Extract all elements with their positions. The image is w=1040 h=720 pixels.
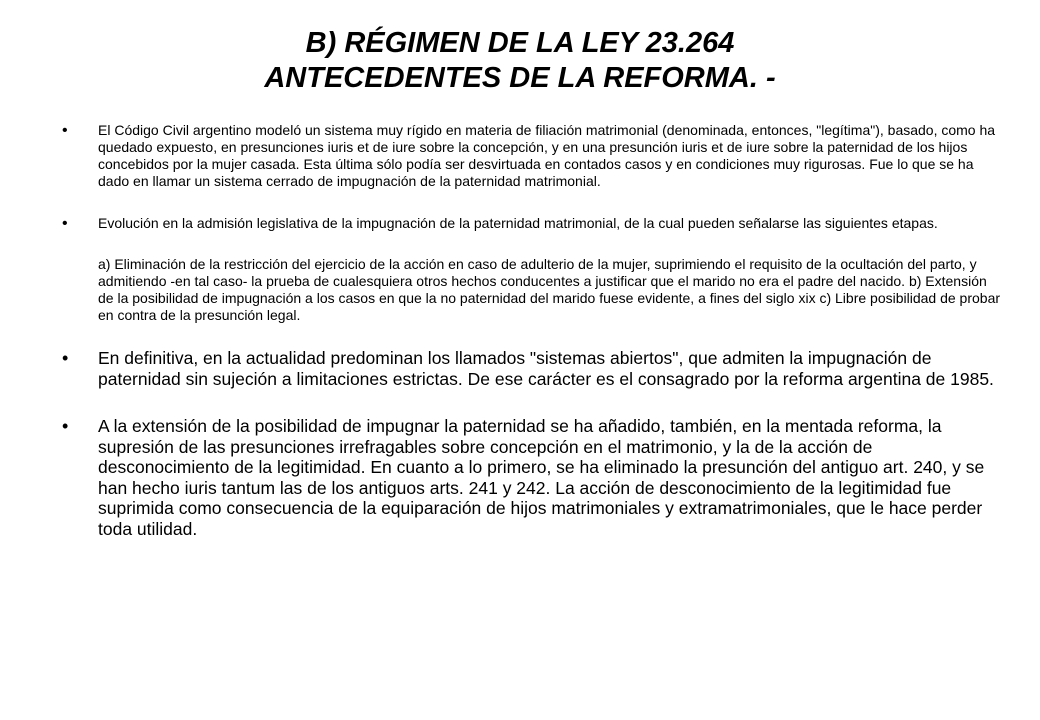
bullet-item-2 bbox=[62, 215, 1002, 232]
bullet-item-4 bbox=[62, 416, 1002, 539]
paragraph-1: El Código Civil argentino modeló un sistema muy rígido en materia de filiación matrimonial (denominada, entonces, "legítima"), basado, como ha quedado expuesto, en presunciones iuris et de iure sobre la concepción, y en una presunción iuris et de iure sobre la paternidad de los hijos concebidos por la mujer casada. Esta última sólo podía ser desvirtuada en contados casos y en condiciones muy rigurosas. Fue lo que se ha dado en llamar un sistema cerrado de impugnación de la paternidad matrimonial. bbox=[98, 122, 996, 189]
paragraph-4: A la extensión de la posibilidad de impugnar la paternidad se ha añadido, también, en la mentada reforma, la supresión de las presunciones irrefragables sobre concepción en el matrimonio, y la de la acción de desconocimiento de la legitimidad. En cuanto a lo primero, se ha eliminado la presunción del antiguo art. 240, y se han hecho iuris tantum las de los antiguos arts. 241 y 242. La acción de desconocimiento de la legitimidad fue suprimida como consecuencia de la equiparación de hijos matrimoniales y extramatrimoniales, que le hace perder toda utilidad. bbox=[98, 416, 985, 539]
bullet-dot-icon: • bbox=[62, 122, 68, 139]
title-line-2: ANTECEDENTES DE LA REFORMA. - bbox=[264, 62, 776, 94]
sub-paragraph: a) Eliminación de la restricción del ejercicio de la acción en caso de adulterio de la mujer, suprimiendo el requisito de la ocultación del parto, y admitiendo -en tal caso- la prueba de cualesquiera otros hechos conducentes a justificar que el marido no era el padre del nacido. b) Extensión de la posibilidad de impugnación a los casos en que la no paternidad del marido fuese evidente, a fines del siglo xix c) Libre posibilidad de probar en contra de la presunción legal. bbox=[98, 256, 1001, 323]
bullet-item-1 bbox=[62, 122, 1002, 190]
paragraph-3: En definitiva, en la actualidad predominan los llamados "sistemas abiertos", que admiten la impugnación de paternidad sin sujeción a limitaciones estrictas. De ese carácter es el consagrado por la reforma argentina de 1985. bbox=[98, 348, 994, 389]
bullet-dot-icon: • bbox=[62, 348, 69, 368]
bullet-list bbox=[62, 122, 1002, 539]
paragraph-2: Evolución en la admisión legislativa de la impugnación de la paternidad matrimonial, de la cual pueden señalarse las siguientes etapas. bbox=[98, 215, 938, 231]
bullet-dot-icon: • bbox=[62, 416, 69, 436]
title-line-1: B) RÉGIMEN DE LA LEY 23.264 bbox=[305, 27, 735, 59]
bullet-dot-icon: • bbox=[62, 215, 68, 232]
bullet-item-3 bbox=[62, 348, 1002, 389]
slide-title bbox=[0, 26, 1040, 96]
